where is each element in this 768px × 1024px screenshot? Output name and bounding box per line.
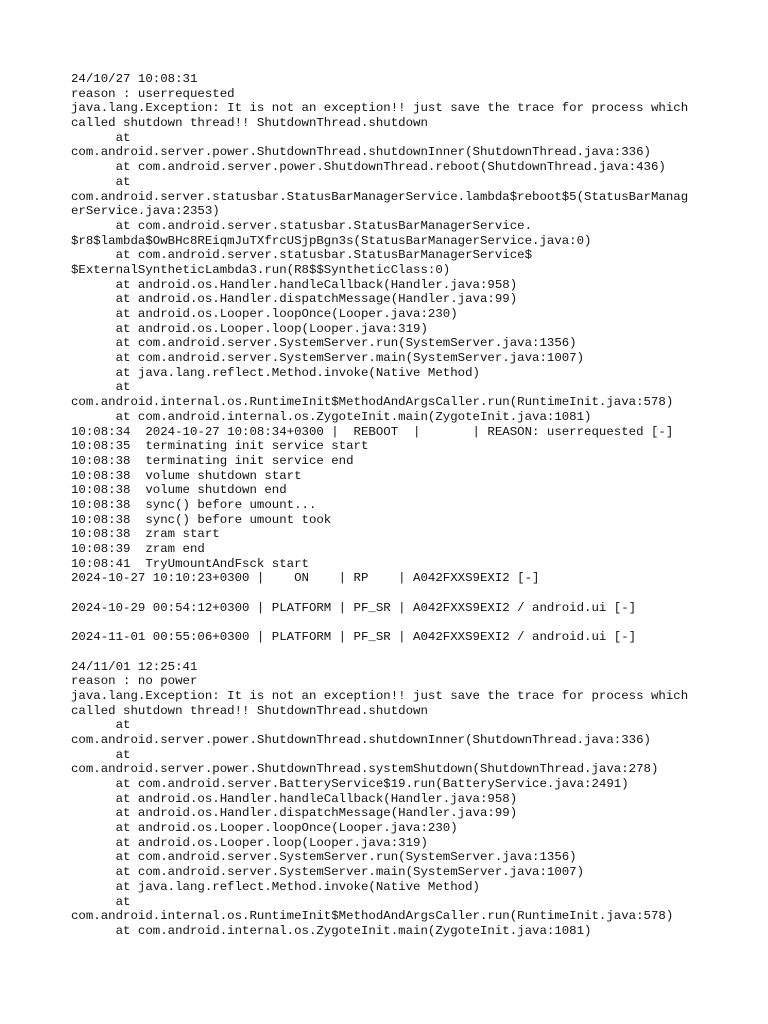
log-line: java.lang.Exception: It is not an exception!! just save the trace for process which <box>71 101 689 116</box>
log-line: at com.android.server.SystemServer.run(SystemServer.java:1356) <box>71 850 577 865</box>
log-line: 2024-11-01 00:55:06+0300 | PLATFORM | PF_SR | A042FXXS9EXI2 / android.ui [-] <box>71 630 637 645</box>
log-line: erService.java:2353) <box>71 204 220 219</box>
log-line: at android.os.Looper.loop(Looper.java:319) <box>71 321 428 336</box>
log-line: com.android.server.power.ShutdownThread.shutdownInner(ShutdownThread.java:336) <box>71 732 651 747</box>
log-line <box>71 645 711 660</box>
log-line: at com.android.server.statusbar.StatusBarManagerService$ <box>71 248 533 263</box>
log-line: java.lang.Exception: It is not an exception!! just save the trace for process which <box>71 688 689 703</box>
log-line: at com.android.server.power.ShutdownThread.reboot(ShutdownThread.java:436) <box>71 160 666 175</box>
log-line: at android.os.Handler.dispatchMessage(Handler.java:99) <box>71 806 518 821</box>
log-line: at com.android.server.SystemServer.run(SystemServer.java:1356) <box>71 336 577 351</box>
log-line: com.android.internal.os.RuntimeInit$MethodAndArgsCaller.run(RuntimeInit.java:578) <box>71 909 674 924</box>
log-line: 10:08:34 2024-10-27 10:08:34+0300 | REBOOT | | REASON: userrequested [-] <box>71 424 674 439</box>
log-line: 2024-10-27 10:10:23+0300 | ON | RP | A042FXXS9EXI2 [-] <box>71 571 540 586</box>
log-line: at com.android.internal.os.ZygoteInit.main(ZygoteInit.java:1081) <box>71 923 592 938</box>
log-line: called shutdown thread!! ShutdownThread.shutdown <box>71 116 428 131</box>
log-line <box>71 615 711 630</box>
log-line: com.android.server.power.ShutdownThread.shutdownInner(ShutdownThread.java:336) <box>71 145 651 160</box>
log-line: com.android.server.power.ShutdownThread.systemShutdown(ShutdownThread.java:278) <box>71 762 659 777</box>
log-line: at android.os.Looper.loopOnce(Looper.java:230) <box>71 307 458 321</box>
log-line: at java.lang.reflect.Method.invoke(Native Method) <box>71 879 480 894</box>
log-line: $ExternalSyntheticLambda3.run(R8$$SyntheticClass:0) <box>71 262 451 277</box>
log-line: reason : no power <box>71 674 198 689</box>
log-line: at <box>71 718 131 733</box>
log-line: at android.os.Looper.loopOnce(Looper.java:230) <box>71 821 458 836</box>
log-line: reason : userrequested <box>71 86 235 101</box>
log-line: com.android.server.statusbar.StatusBarManagerService.lambda$reboot$5(StatusBarManag <box>71 189 689 204</box>
log-line: 10:08:41 TryUmountAndFsck start <box>71 556 309 571</box>
log-line: 24/10/27 10:08:31 <box>71 72 198 86</box>
log-line: at com.android.server.BatteryService$19.run(BatteryService.java:2491) <box>71 777 629 791</box>
log-line: at android.os.Handler.dispatchMessage(Handler.java:99) <box>71 292 518 307</box>
log-line: called shutdown thread!! ShutdownThread.shutdown <box>71 703 428 718</box>
log-line: at java.lang.reflect.Method.invoke(Native Method) <box>71 365 480 380</box>
log-line: 10:08:38 volume shutdown end <box>71 483 287 498</box>
log-line: at com.android.server.statusbar.StatusBarManagerService. <box>71 218 533 233</box>
log-line: at <box>71 747 131 762</box>
log-line: 2024-10-29 00:54:12+0300 | PLATFORM | PF_SR | A042FXXS9EXI2 / android.ui [-] <box>71 600 637 615</box>
log-line: at android.os.Looper.loop(Looper.java:319) <box>71 835 428 850</box>
log-line: at <box>71 380 131 395</box>
log-line: $r8$lambda$OwBHc8REiqmJuTXfrcUSjpBgn3s(StatusBarManagerService.java:0) <box>71 233 592 248</box>
log-line: at com.android.internal.os.ZygoteInit.main(ZygoteInit.java:1081) <box>71 409 592 424</box>
log-line: 10:08:38 zram start <box>71 527 220 542</box>
log-line <box>71 586 711 601</box>
log-line: 10:08:38 sync() before umount... <box>71 497 317 512</box>
log-line: 24/11/01 12:25:41 <box>71 659 198 674</box>
log-document <box>71 72 711 939</box>
log-line: at android.os.Handler.handleCallback(Handler.java:958) <box>71 791 518 806</box>
log-line: at android.os.Handler.handleCallback(Handler.java:958) <box>71 277 518 292</box>
log-line: 10:08:38 sync() before umount took <box>71 512 332 527</box>
log-line: com.android.internal.os.RuntimeInit$MethodAndArgsCaller.run(RuntimeInit.java:578) <box>71 395 674 410</box>
log-line: 10:08:38 volume shutdown start <box>71 468 302 483</box>
log-line: 10:08:38 terminating init service end <box>71 453 354 468</box>
log-line: at <box>71 174 131 189</box>
log-line: at <box>71 894 131 909</box>
log-line: at com.android.server.SystemServer.main(SystemServer.java:1007) <box>71 865 585 880</box>
log-line: at com.android.server.SystemServer.main(SystemServer.java:1007) <box>71 351 585 366</box>
log-line: 10:08:35 terminating init service start <box>71 439 369 454</box>
log-line: at <box>71 130 131 145</box>
log-line: 10:08:39 zram end <box>71 542 205 556</box>
